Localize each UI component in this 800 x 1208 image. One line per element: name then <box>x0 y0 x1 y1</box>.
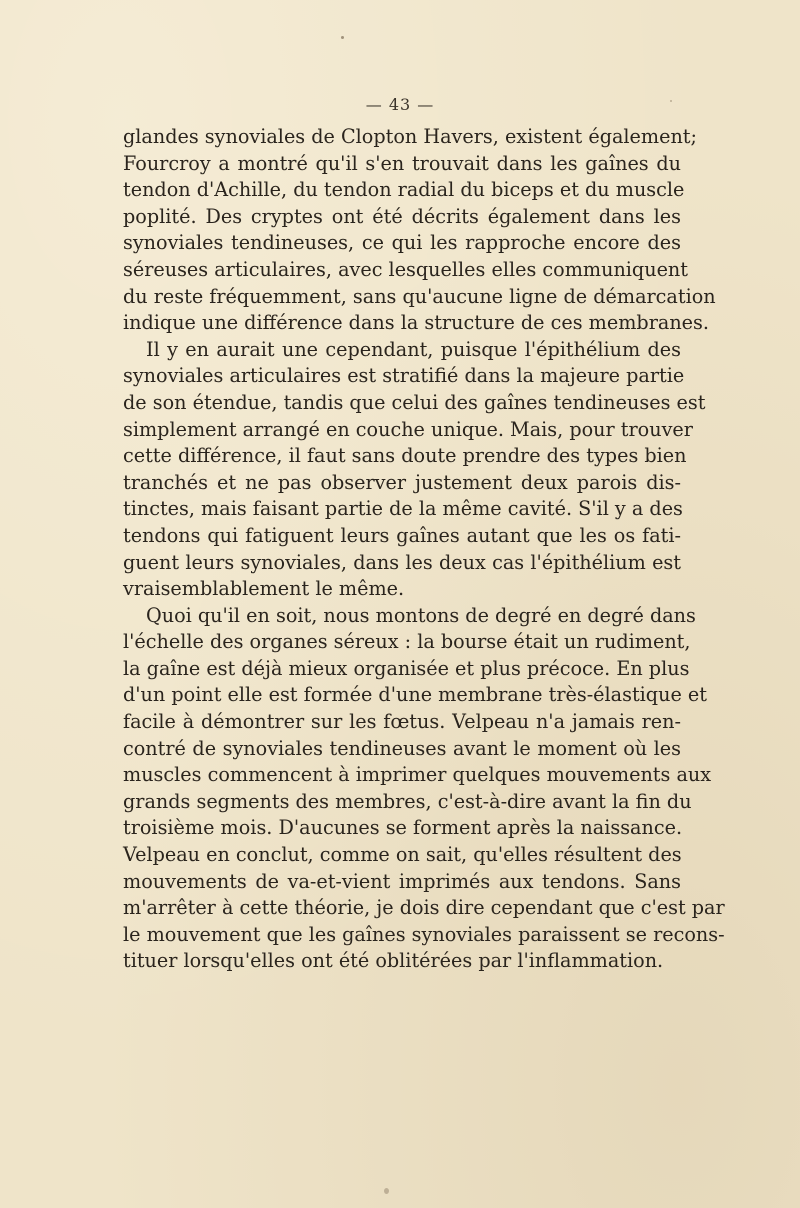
text-line: vraisemblablement le même. <box>123 577 405 601</box>
text-line: poplité. Des cryptes ont été décrits également dans les <box>123 204 681 228</box>
paper-speck <box>670 100 672 102</box>
text-line: tranchés et ne pas observer justement deux parois dis- <box>123 470 681 494</box>
text-line: Fourcroy a montré qu'il s'en trouvait dans les gaînes du <box>123 151 681 175</box>
text-line: muscles commencent à imprimer quelques mouvements aux <box>123 763 712 787</box>
paragraph-3 <box>123 603 725 975</box>
text-line: tituer lorsqu'elles ont été oblitérées par l'inflammation. <box>123 949 664 973</box>
page-number: — 43 — <box>365 95 435 114</box>
text-line: synoviales articulaires est stratifié dans la majeure partie <box>123 364 685 388</box>
text-line: facile à démontrer sur les fœtus. Velpeau n'a jamais ren- <box>123 710 681 734</box>
text-line: glandes synoviales de Clopton Havers, existent également; <box>123 125 697 148</box>
text-line: grands segments des membres, c'est-à-dire avant la fin du <box>123 789 692 813</box>
text-line: synoviales tendineuses, ce qui les rapproche encore des <box>123 231 681 255</box>
text-line: simplement arrangé en couche unique. Mais, pour trouver <box>123 417 693 441</box>
text-line: séreuses articulaires, avec lesquelles elles communiquent <box>123 257 689 281</box>
text-line: Velpeau en conclut, comme on sait, qu'elles résultent des <box>123 843 682 867</box>
text-line: troisième mois. D'aucunes se forment après la naissance. <box>123 816 683 840</box>
text-line: contré de synoviales tendineuses avant le moment où les <box>123 736 681 760</box>
text-line: mouvements de va-et-vient imprimés aux tendons. Sans <box>123 869 681 893</box>
paper-speck <box>384 1188 389 1194</box>
text-line: la gaîne est déjà mieux organisée et plus précoce. En plus <box>123 656 690 680</box>
paper-speck <box>341 36 344 39</box>
text-line: du reste fréquemment, sans qu'aucune ligne de démarcation <box>123 284 716 308</box>
text-line: l'échelle des organes séreux : la bourse était un rudiment, <box>123 630 691 654</box>
text-line: guent leurs synoviales, dans les deux cas l'épithélium est <box>123 550 681 574</box>
text-line: indique une différence dans la structure de ces membranes. <box>123 311 709 335</box>
text-line: tendons qui fatiguent leurs gaînes autant que les os fati- <box>123 523 681 547</box>
paragraph-2 <box>123 337 706 603</box>
body-text <box>123 124 725 975</box>
text-line: Il y en aurait une cependant, puisque l'épithélium des <box>146 337 681 361</box>
text-line: tendon d'Achille, du tendon radial du biceps et du muscle <box>123 178 685 202</box>
text-line: de son étendue, tandis que celui des gaînes tendineuses est <box>123 390 706 414</box>
text-line: d'un point elle est formée d'une membrane très-élastique et <box>123 683 707 707</box>
text-line: Quoi qu'il en soit, nous montons de degré en degré dans <box>146 603 696 627</box>
text-line: cette différence, il faut sans doute prendre des types bien <box>123 444 687 468</box>
text-line: m'arrêter à cette théorie, je dois dire cependant que c'est par <box>123 896 725 920</box>
paragraph-1 <box>123 124 716 337</box>
text-line: le mouvement que les gaînes synoviales paraissent se recons- <box>123 922 725 946</box>
text-line: tinctes, mais faisant partie de la même cavité. S'il y a des <box>123 497 683 521</box>
